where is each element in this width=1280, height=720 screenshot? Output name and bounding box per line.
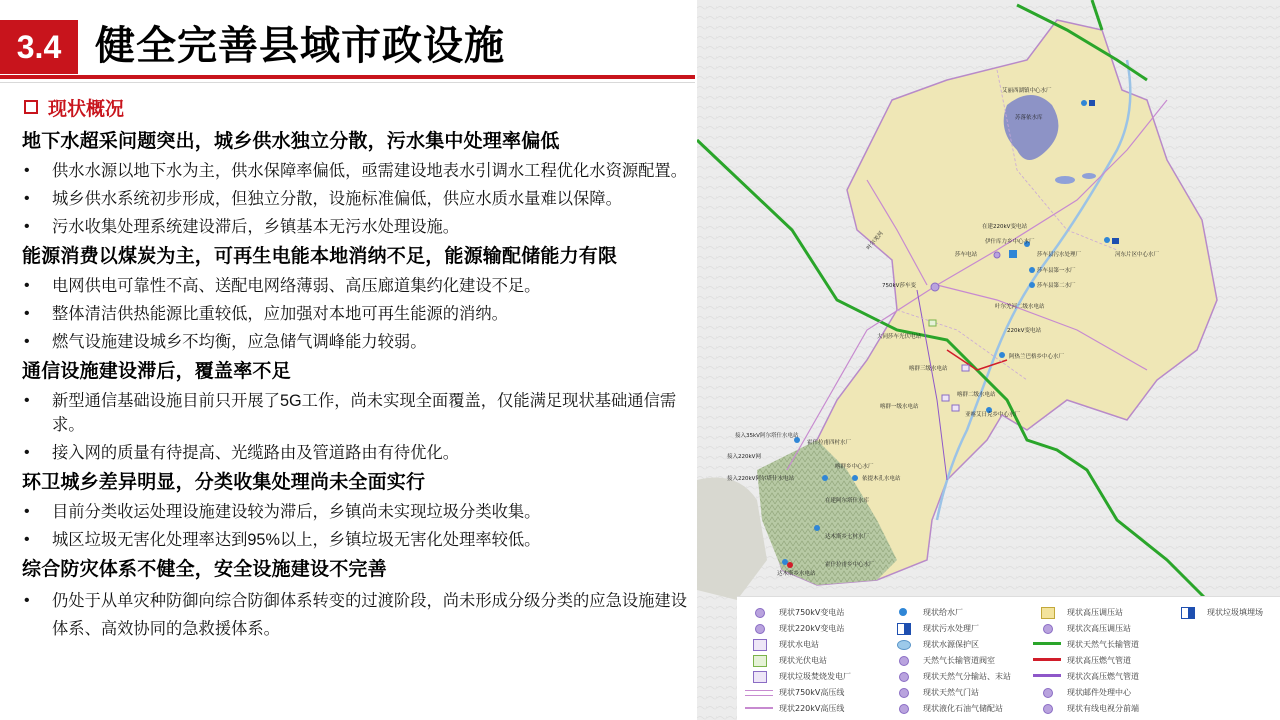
map-label: 伊什库力乡中心水厂 — [985, 239, 1035, 245]
oval-blue-icon — [889, 639, 917, 649]
bullet-item: • 城区垃圾无害化处理率达到95%以上，乡镇垃圾无害化处理率较低。 — [22, 528, 702, 552]
pond — [1082, 173, 1096, 179]
dot-purple-icon — [889, 655, 917, 665]
legend-item: 现状邮件处理中心 — [1033, 685, 1131, 699]
map-legend — [737, 596, 1280, 720]
content-column — [22, 90, 702, 643]
map-label: 达木斯乡七村水厂 — [825, 534, 870, 540]
map-label: 莎车县第一水厂 — [1037, 268, 1076, 274]
substation-marker — [931, 283, 939, 291]
map-label: 叶尔羌河二级水电站 — [995, 304, 1045, 310]
map-label: 亚喀艾日克乡中心水厂 — [965, 412, 1021, 418]
bullet-item: • 接入网的质量有待提高、光缆路由及管道路由有待优化。 — [22, 441, 702, 465]
legend-item: 现状次高压燃气管道 — [1033, 669, 1139, 683]
water-plant-marker — [1081, 100, 1087, 106]
map-label: 莎车县污水处理厂 — [1037, 252, 1082, 258]
title-divider-thin — [0, 82, 695, 83]
dot-purple-icon — [1033, 703, 1061, 713]
legend-item: 天然气长输管道阀室 — [889, 653, 995, 667]
legend-item: 现状水电站 — [745, 637, 819, 651]
landfill-marker — [1112, 238, 1119, 244]
map-label: 莎车电站 — [955, 252, 978, 258]
water-plant-marker — [814, 525, 820, 531]
dot-purple-icon — [889, 703, 917, 713]
water-plant-marker — [1029, 282, 1035, 288]
map-label: 接入35kV阿尔塔什水电站 — [735, 433, 799, 439]
issue-heading-energy: 能源消费以煤炭为主，可再生电能本地消纳不足，能源输配储能力有限 — [22, 246, 618, 267]
issue-heading-water: 地下水超采问题突出，城乡供水独立分散，污水集中处理率偏低 — [22, 131, 560, 152]
bullet-item: • 燃气设施建设城乡不均衡，应急储气调峰能力较弱。 — [22, 330, 702, 354]
dot-purple-icon — [1033, 687, 1061, 697]
line-purple-icon — [745, 703, 773, 713]
square-blue-icon — [889, 623, 917, 633]
map-label: 莎车县第二水厂 — [1037, 283, 1076, 289]
legend-item: 现状天然气分输站、末站 — [889, 669, 1011, 683]
landmark-marker — [787, 562, 793, 568]
bullet-item: • 新型通信基础设施目前只开展了5G工作，尚未实现全面覆盖，仅能满足现状基础通信需求。 — [22, 389, 702, 437]
map-label: 喀群二级水电站 — [957, 392, 996, 398]
map-label: 河东片区中心水厂 — [1115, 252, 1160, 258]
bullet-item: • 整体清洁供热能源比重较低，应加强对本地可再生能源的消纳。 — [22, 302, 702, 326]
water-plant-marker — [782, 559, 788, 565]
bullet-item: • 污水收集处理系统建设滞后，乡镇基本无污水处理设施。 — [22, 215, 702, 239]
legend-item: 现状高压调压站 — [1033, 605, 1123, 619]
square-yellow-icon — [1033, 607, 1061, 617]
map-label: 喀群乡中心水厂 — [835, 464, 874, 470]
legend-item: 现状750kV变电站 — [745, 605, 844, 619]
map-label: 达木斯乡水电站 — [777, 571, 816, 577]
dot-purple-icon — [745, 623, 773, 633]
title-divider — [0, 75, 695, 79]
issue-heading-telecom: 通信设施建设滞后，覆盖率不足 — [22, 361, 291, 382]
map-label: 750kV莎车变 — [882, 283, 916, 289]
map-label: 接入220kV阿尔塔什水电站 — [727, 476, 794, 482]
status-heading — [22, 90, 702, 124]
substation-marker — [994, 252, 1000, 258]
pond — [1055, 176, 1075, 184]
square-green-icon — [745, 655, 773, 665]
legend-item: 现状污水处理厂 — [889, 621, 979, 635]
map-label: 220kV变电站 — [1007, 328, 1041, 334]
map-label: 霍什拉甫乡中心水厂 — [825, 562, 875, 568]
legend-item: 现状垃圾填埋场 — [1173, 605, 1263, 619]
legend-item: 现状次高压调压站 — [1033, 621, 1131, 635]
map-label: 在建阿尔塔什水库 — [825, 498, 870, 504]
dot-purple-icon — [889, 687, 917, 697]
dot-purple-icon — [1033, 623, 1061, 633]
bullet-item: • 仍处于从单灾种防御向综合防御体系转变的过渡阶段，尚未形成分级分类的应急设施建设体系、高效协同的急救援体系。 — [22, 587, 702, 643]
legend-item: 现状水源保护区 — [889, 637, 979, 651]
landfill-marker — [1089, 100, 1095, 106]
water-plant-marker — [1029, 267, 1035, 273]
legend-item: 现状垃圾焚烧发电厂 — [745, 669, 851, 683]
legend-item: 现状天然气长输管道 — [1033, 637, 1139, 651]
bullet-item: • 目前分类收运处理设施建设较为滞后，乡镇尚未实现垃圾分类收集。 — [22, 500, 702, 524]
legend-item: 现状光伏电站 — [745, 653, 827, 667]
water-plant-marker — [999, 352, 1005, 358]
dot-purple-icon — [889, 671, 917, 681]
page-title: 健全完善县域市政设施 — [95, 24, 505, 68]
legend-item: 现状液化石油气储配站 — [889, 701, 1003, 715]
line-green-icon — [1033, 639, 1061, 649]
map-label: 霍什拉甫四村水厂 — [807, 440, 852, 446]
legend-item: 现状高压燃气管道 — [1033, 653, 1131, 667]
square-blue-icon — [1173, 607, 1201, 617]
legend-item: 现状天然气门站 — [889, 685, 979, 699]
map-label: 大同莎车光伏电站 — [877, 334, 922, 340]
square-purple-icon — [745, 671, 773, 681]
hydro-plant-marker — [942, 395, 949, 401]
map-label: 依提木孔水电站 — [862, 476, 901, 482]
sewage-plant-marker — [1009, 250, 1017, 258]
hydro-plant-marker — [952, 405, 959, 411]
status-heading-label: 现状概况 — [48, 98, 125, 120]
water-plant-marker — [852, 475, 858, 481]
map-label: 在建220kV变电站 — [982, 224, 1027, 230]
map-label: 叶尔羌河 — [865, 230, 885, 252]
line-red-icon — [1033, 655, 1061, 665]
hydro-plant-marker — [962, 365, 969, 371]
legend-item: 现状220kV高压线 — [745, 701, 844, 715]
map-label: 喀群一级水电站 — [880, 404, 919, 410]
map-label: 喀群三级水电站 — [909, 366, 948, 372]
square-bullet-icon — [24, 100, 38, 114]
legend-item: 现状给水厂 — [889, 605, 963, 619]
dot-purple-icon — [745, 607, 773, 617]
issue-heading-sanitation: 环卫城乡差异明显，分类收集处理尚未全面实行 — [22, 472, 426, 493]
issue-heading-disaster: 综合防灾体系不健全，安全设施建设不完善 — [22, 559, 387, 580]
bullet-item: • 电网供电可靠性不高、送配电网络薄弱、高压廊道集约化建设不足。 — [22, 274, 702, 298]
legend-item: 现状220kV变电站 — [745, 621, 844, 635]
map-label: 接入220kV网 — [727, 454, 761, 460]
legend-item: 现状有线电视分前端 — [1033, 701, 1139, 715]
bullet-item: • 城乡供水系统初步形成，但独立分散，设施标准偏低，供应水质水量难以保障。 — [22, 187, 702, 211]
water-plant-marker — [1104, 237, 1110, 243]
double-line-icon — [745, 687, 773, 697]
square-purple-icon — [745, 639, 773, 649]
map-label: 艾丽西湖镇中心水厂 — [1002, 88, 1052, 94]
dot-blue-icon — [889, 607, 917, 617]
map-label: 苏落依水库 — [1015, 115, 1043, 121]
solar-plant-marker — [929, 320, 936, 326]
line-violet-icon — [1033, 671, 1061, 681]
water-plant-marker — [822, 475, 828, 481]
bullet-item: • 供水水源以地下水为主，供水保障率偏低，亟需建设地表水引调水工程优化水资源配置。 — [22, 159, 702, 183]
map-label: 阿热兰巴格乡中心水厂 — [1009, 354, 1065, 360]
legend-item: 现状750kV高压线 — [745, 685, 844, 699]
section-number-badge: 3.4 — [0, 20, 78, 74]
